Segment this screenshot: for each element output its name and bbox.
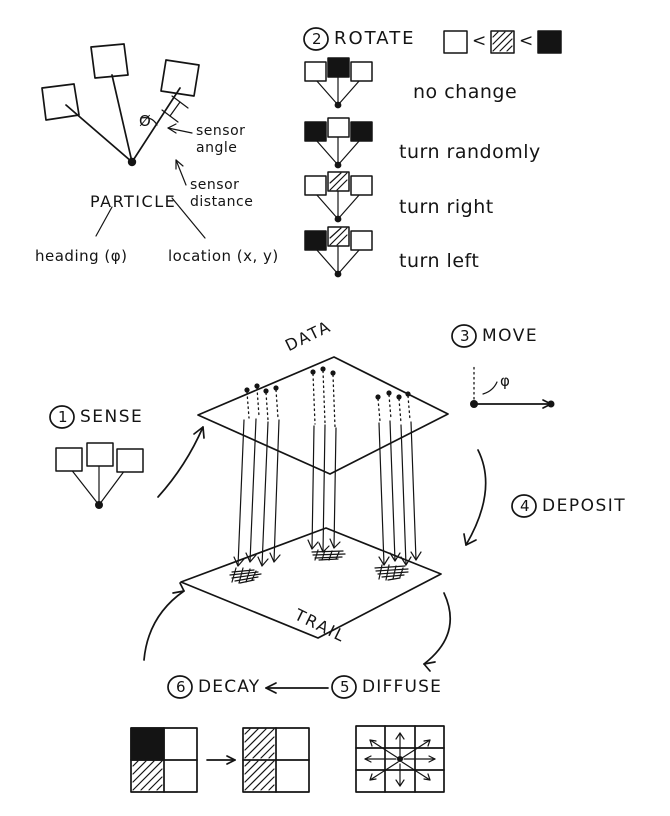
particle-label: PARTICLE — [90, 192, 177, 211]
step-5-label: DIFFUSE — [362, 677, 443, 697]
diffuse-glyph — [356, 726, 444, 792]
move-glyph — [470, 366, 555, 408]
legend-less-than-2: < — [519, 31, 534, 51]
step-6-label: DECAY — [198, 677, 261, 697]
step-4-number: 4 — [520, 497, 530, 515]
rotate-rule-1-result: no change — [413, 81, 518, 103]
trail-deposit-left — [230, 568, 261, 583]
rotate-rule-3-glyph — [305, 172, 372, 222]
decay-glyph — [131, 728, 309, 792]
sense-glyph — [56, 443, 143, 509]
step-1-number: 1 — [58, 408, 68, 426]
step-4-label: DEPOSIT — [542, 496, 627, 516]
step-number-circles — [50, 28, 539, 698]
trail-deposit-right — [375, 565, 408, 580]
step-1-label: SENSE — [80, 407, 144, 427]
particle-angle-symbol: Ø — [139, 112, 152, 130]
legend-less-than-1: < — [472, 31, 487, 51]
move-phi-symbol: φ — [500, 372, 511, 390]
rotate-rule-4-result: turn left — [399, 250, 480, 272]
sensor-angle-label-line1: sensor — [196, 123, 246, 139]
rotate-legend-swatches — [444, 31, 561, 53]
heading-label: heading (φ) — [35, 247, 128, 265]
step-3-number: 3 — [460, 327, 470, 345]
rotate-rule-2-glyph — [305, 118, 372, 168]
step-6-number: 6 — [176, 678, 186, 696]
step-2-number: 2 — [312, 30, 322, 48]
data-plane-label: DATA — [282, 316, 335, 356]
rotate-rule-2-result: turn randomly — [399, 141, 541, 163]
step-5-number: 5 — [340, 678, 350, 696]
sensor-distance-label-line1: sensor — [190, 177, 240, 193]
step-3-label: MOVE — [482, 326, 539, 346]
rotate-rule-3-result: turn right — [399, 196, 494, 218]
sensor-angle-label-line2: angle — [196, 140, 238, 156]
rotate-rule-1-glyph — [305, 58, 372, 108]
trail-plane-label: TRAIL — [291, 605, 350, 647]
step-2-label: ROTATE — [334, 28, 416, 49]
trail-deposit-mid — [312, 550, 345, 560]
location-label: location (x, y) — [168, 247, 279, 265]
data-plane — [198, 357, 448, 474]
sensor-distance-label-line2: distance — [190, 194, 254, 210]
rotate-rule-4-glyph — [305, 227, 372, 277]
